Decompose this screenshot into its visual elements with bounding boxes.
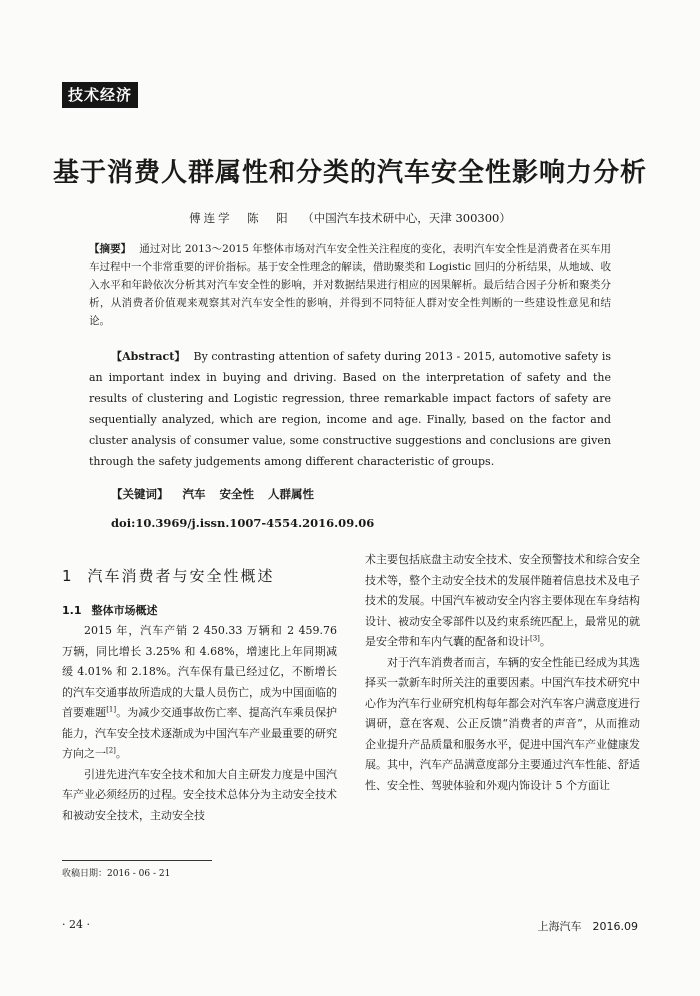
keywords-label: 【关键词】 [111,487,169,501]
body-paragraph: 引进先进汽车安全技术和加大自主研发力度是中国汽车产业必须经历的过程。安全技术总体分为主动安全技术和被动安全技术，主动安全技 [62,767,337,822]
footnote-rule [62,860,212,861]
body-paragraph: 2015 年，汽车产销 2 450.33 万辆和 2 459.76 万辆，同比增长 3.25% 和 4.68%，增速比上年同期减缓 4.01% 和 2.18%。汽车保有量已经过亿，不断增长的汽车交通事故所造成的大量人员伤亡，成为中国面临的首要难题[1]。为减少交通事故伤亡率、提高汽车乘员保护能力，汽车安全技术逐渐成为中国汽车产业最重要的研究方向之一[2]。 [62,624,338,760]
abstract-english [89,346,611,472]
subsection-heading: 1.1 整体市场概述 [62,603,158,617]
doi: doi:10.3969/j.issn.1007-4554.2016.09.06 [111,516,375,530]
author-names: 傅连学 陈 阳 [189,211,291,225]
body-column-right [365,550,640,796]
section-tag: 技术经济 [62,82,138,108]
citation: [2] [106,746,116,755]
keywords [111,486,314,502]
keyword-item: 汽车 [182,487,206,501]
citation: [1] [106,705,117,714]
body-paragraph: 对于汽车消费者而言，车辆的安全性能已经成为其选择买一款新车时所关注的重要因素。中国汽车技术研究中心作为汽车行业研究机构每年都会对汽车客户满意度进行调研，意在客观、公正反馈“消费者的声音”，从而推动企业提升产品质量和服务水平，促进中国汽车产业健康发展。其中，汽车产品满意度部分主要通过汽车性能、舒适性、安全性、驾驶体验和外观内饰设计 5 个方面让 [365,655,640,792]
keyword-item: 安全性 [219,487,255,501]
abstract-en-text: By contrasting attention of safety during 2013 - 2015, automotive safety is an important index in buying and driving. Based on the interpretation of safety and the results of clustering and Logistic regression, three remarkable impact factors of safety are sequentially analyzed, which are region, income and age. Finally, based on the factor and cluster analysis of consumer value, some constructive suggestions and conclusions are given through the safety judgements among different characteristic of groups. [89,350,612,468]
received-date: 收稿日期：2016 - 06 - 21 [62,869,171,879]
article-title: 基于消费人群属性和分类的汽车安全性影响力分析 [52,158,647,188]
abstract-text: 通过对比 2013～2015 年整体市场对汽车安全性关注程度的变化，表明汽车安全性是消费者在买车用车过程中一个非常重要的评价指标。基于安全性理念的解读，借助聚类和 Logistic 回归的分析结果，从地域、收入水平和年龄依次分析其对汽车安全性的影响，并对数据结果进行相应的因果解析。最后结合因子分析和聚类分析，从消费者价值观来观察其对汽车安全性的影响，并得到不同特征人群对安全性判断的一些建设性意见和结论。 [89,243,611,327]
keyword-item: 人群属性 [268,487,315,501]
abstract-chinese [89,240,611,330]
journal-info: 上海汽车 2016.09 [537,920,638,933]
page-number: · 24 · [62,918,90,931]
abstract-label: 【摘要】 [89,243,132,255]
author-affiliation: （中国汽车技术研中心，天津 300300） [302,211,511,225]
body-paragraph: 术主要包括底盘主动安全技术、安全预警技术和综合安全技术等，整个主动安全技术的发展伴随着信息技术及电子技术的发展。中国汽车被动安全内容主要体现在车身结构设计、被动安全零部件以及约束系统匹配上，最常见的就是安全带和车内气囊的配备和设计[3]。 [365,553,640,648]
section-heading: 1 汽车消费者与安全性概述 [62,567,275,585]
abstract-en-label: 【Abstract】 [111,350,186,363]
author-line [0,210,700,226]
body-column-left [62,550,337,826]
citation: [3] [530,634,540,643]
